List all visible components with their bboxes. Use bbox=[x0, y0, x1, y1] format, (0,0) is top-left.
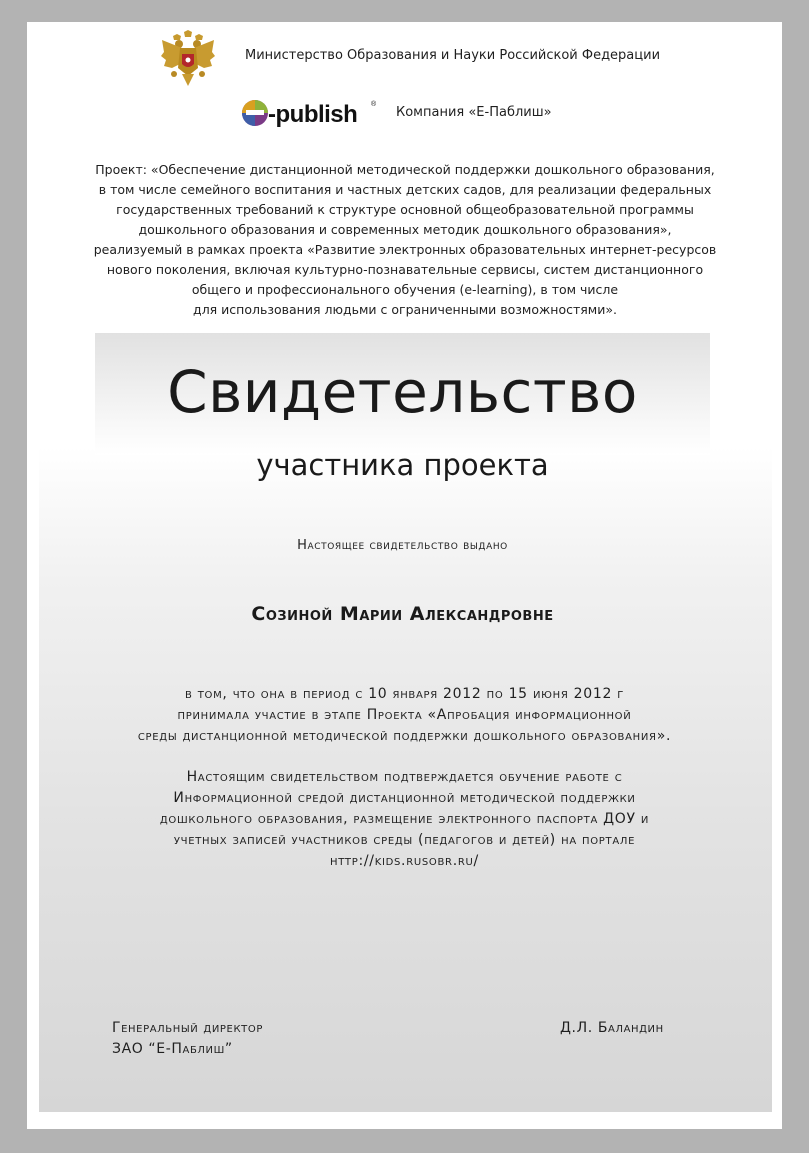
ministry-name: Министерство Образования и Науки Российской Федерации bbox=[245, 48, 661, 63]
organization-line: ЗАО “Е-Паблиш” bbox=[112, 1041, 233, 1057]
project-line: государственных требований к структуре основной общеобразовательной программы bbox=[116, 202, 694, 217]
training-statement bbox=[40, 767, 769, 872]
project-line: дошкольного образования и современных методик дошкольного образования», bbox=[138, 222, 672, 237]
statement-line: учетных записей участников среды (педагогов и детей) на портале bbox=[173, 832, 636, 848]
company-name: Компания «Е-Паблиш» bbox=[396, 105, 552, 120]
signatory-position bbox=[112, 1018, 263, 1060]
statement-line: Информационной средой дистанционной методической поддержки bbox=[173, 790, 636, 806]
signatory-name: Д.Л. Баландин bbox=[560, 1020, 664, 1036]
project-line: реализуемый в рамках проекта «Развитие электронных образовательных интернет-ресурсов bbox=[93, 242, 717, 257]
statement-line: Настоящим свидетельством подтверждается обучение работе с bbox=[186, 769, 623, 785]
russian-coat-of-arms-icon bbox=[160, 30, 216, 88]
statement-line: среды дистанционной методической поддержки дошкольного образования». bbox=[137, 728, 672, 744]
certificate-title: Свидетельство bbox=[167, 358, 638, 426]
project-line: нового поколения, включая культурно-познавательные сервисы, систем дистанционного bbox=[106, 262, 704, 277]
svg-text:-publish: -publish bbox=[268, 101, 358, 128]
e-publish-logo bbox=[238, 96, 388, 130]
participation-statement bbox=[40, 684, 769, 747]
recipient-name: Созиной Марии Александровне bbox=[251, 603, 554, 625]
svg-text:®: ® bbox=[371, 101, 377, 108]
project-line: для использования людьми с ограниченными возможностями». bbox=[193, 302, 617, 317]
project-line: Проект: «Обеспечение дистанционной методической поддержки дошкольного образования, bbox=[95, 162, 715, 177]
statement-line: принимала участие в этапе Проекта «Апробация информационной bbox=[177, 707, 632, 723]
project-description bbox=[60, 160, 750, 320]
portal-url: http://kids.rusobr.ru/ bbox=[330, 853, 479, 869]
issued-to-label: Настоящее свидетельство выдано bbox=[297, 538, 508, 553]
statement-line: в том, что она в период с 10 января 2012 по 15 июня 2012 г bbox=[184, 686, 625, 702]
project-line: в том числе семейного воспитания и частных детских садов, для реализации федеральных bbox=[98, 182, 712, 197]
certificate-subtitle: участника проекта bbox=[256, 448, 549, 482]
statement-line: дошкольного образования, размещение электронного паспорта ДОУ и bbox=[159, 811, 650, 827]
project-line: общего и профессионального обучения (e-learning), в том числе bbox=[191, 282, 619, 297]
position-line: Генеральный директор bbox=[112, 1020, 263, 1036]
